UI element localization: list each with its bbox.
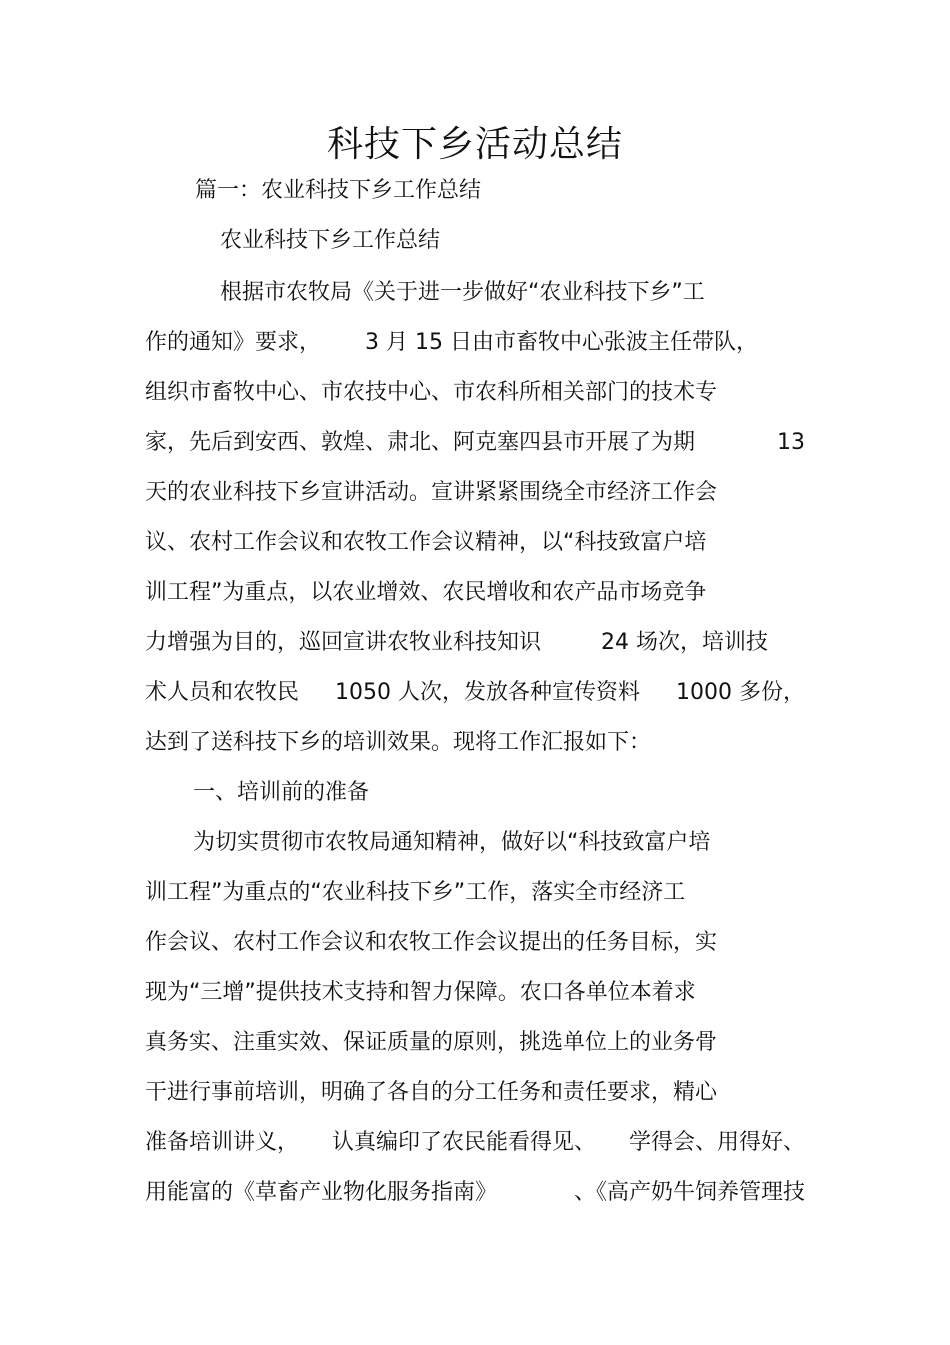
paragraph-line: 训工程”为重点，以农业增效、农民增收和农产品市场竞争	[145, 580, 707, 605]
text-segment: 、《高产奶牛饲养管理技	[573, 1180, 805, 1205]
text-segment: 家，先后到安西、敦煌、肃北、阿克塞四县市开展了为期	[145, 430, 696, 455]
paragraph-line: 干进行事前培训，明确了各自的分工任务和责任要求，精心	[145, 1080, 718, 1105]
section1-heading: 一、培训前的准备	[193, 780, 370, 805]
document-title: 科技下乡活动总结	[326, 124, 623, 165]
text-segment: 学得会、用得好、	[628, 1130, 805, 1155]
text-segment: 术人员和农牧民	[145, 680, 300, 705]
paragraph-line: 组织市畜牧中心、市农技中心、市农科所相关部门的技术专	[145, 380, 718, 405]
text-segment: 1050 人次，发放各种宣传资料	[335, 680, 640, 705]
text-segment: 作的通知》要求，	[145, 330, 322, 355]
text-segment: 用能富的《草畜产业物化服务指南》	[145, 1180, 498, 1205]
paragraph-line: 真务实、注重实效、保证质量的原则，挑选单位上的业务骨	[145, 1030, 718, 1055]
paragraph-line: 训工程”为重点的“农业科技下乡”工作，落实全市经济工	[145, 880, 686, 905]
paragraph-line: 现为“三增”提供技术支持和智力保障。农口各单位本着求	[145, 980, 696, 1005]
text-segment: 1000 多份，	[676, 680, 805, 705]
text-segment: 24 场次，培训技	[601, 630, 769, 655]
text-segment: 3 月 15 日由市畜牧中心张波主任带队，	[365, 330, 758, 355]
text-segment: 力增强为目的，巡回宣讲农牧业科技知识	[145, 630, 542, 655]
text-segment: 认真编印了农民能看得见、	[331, 1130, 596, 1155]
text-segment: 13	[777, 430, 805, 455]
paragraph-line	[145, 1126, 805, 1160]
paragraph-line: 议、农村工作会议和农牧工作会议精神，以“科技致富户培	[145, 530, 707, 555]
paragraph-line	[145, 626, 768, 660]
sub-heading: 农业科技下乡工作总结	[220, 228, 441, 253]
paragraph-line: 根据市农牧局《关于进一步做好“农业科技下乡”工	[220, 280, 705, 305]
paragraph-line: 作会议、农村工作会议和农牧工作会议提出的任务目标，实	[145, 930, 718, 955]
paragraph-line	[145, 326, 758, 360]
paragraph-line: 天的农业科技下乡宣讲活动。宣讲紧紧围绕全市经济工作会	[145, 480, 718, 505]
paragraph-line	[145, 676, 805, 710]
paragraph-line	[145, 426, 805, 460]
paragraph-line: 达到了送科技下乡的培训效果。现将工作汇报如下：	[145, 730, 652, 755]
text-segment: 准备培训讲义，	[145, 1130, 300, 1155]
section-heading: 篇一：农业科技下乡工作总结	[195, 178, 482, 203]
paragraph-line: 为切实贯彻市农牧局通知精神，做好以“科技致富户培	[193, 830, 711, 855]
paragraph-line	[145, 1176, 805, 1210]
